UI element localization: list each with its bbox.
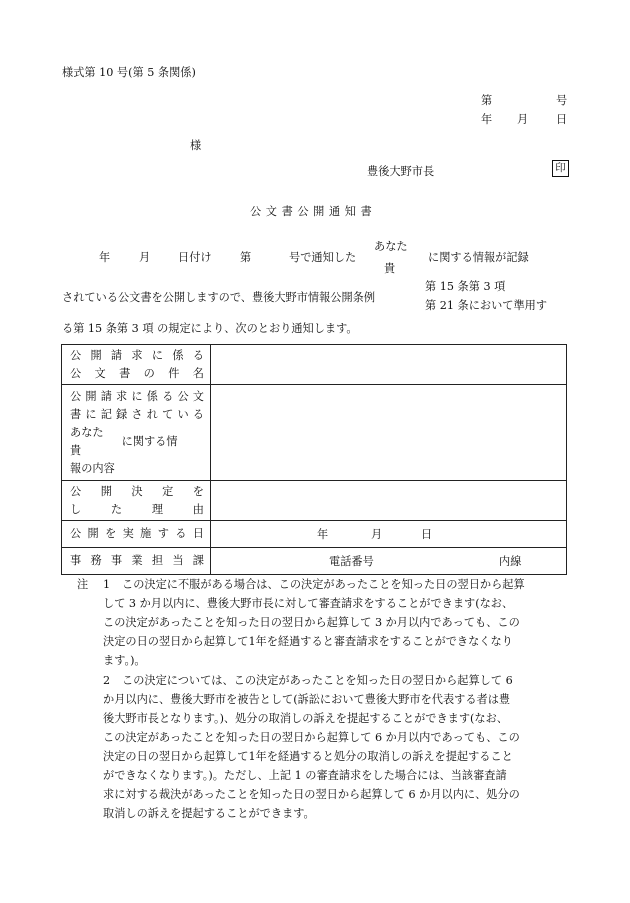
date-day-label: 日 (556, 113, 568, 126)
note-1-line: 決定の日の翌日から起算して1年を経過すると審査請求をすることができなくなり (103, 635, 513, 648)
body-number-prefix: 第 (240, 251, 252, 264)
document-title: 公文書公開通知書 (250, 205, 377, 218)
phone-number-label: 電話番号 (329, 555, 374, 568)
label-line: 公文書の件名 (70, 366, 204, 380)
body-notified-text: 号で通知した (289, 251, 357, 264)
body-line1-tail: に関する情報が記録 (428, 251, 529, 264)
note-1-line: して 3 か月以内に、豊後大野市長に対して審査請求をすることができます(なお、 (103, 597, 514, 610)
implementation-year-label: 年 (317, 528, 329, 541)
extension-label: 内線 (499, 555, 522, 568)
note-2-line: ができなくなります。)。ただし、上記 1 の審査請求をした場合には、当該審査請 (103, 769, 507, 782)
note-2-number: 2 (103, 674, 111, 687)
label-line: 書に記録されている (70, 407, 204, 421)
document-number-suffix: 号 (556, 94, 568, 107)
date-year-label: 年 (481, 113, 493, 126)
table-row (62, 481, 567, 521)
document-subject-value[interactable] (211, 345, 567, 385)
note-2-line: か月以内に、豊後大野市を被告として(訴訟において豊後大野市を代表する者は豊 (103, 693, 511, 706)
table-row (62, 548, 567, 575)
note-2-line: 取消しの訴えを提起することができます。 (103, 807, 315, 820)
department-value[interactable] (211, 548, 567, 575)
note-1-line: この決定に不服がある場合は、この決定があったことを知った日の翌日から起算 (122, 578, 525, 591)
issuer-name: 豊後大野市長 (367, 165, 435, 178)
label-line: した理由 (70, 502, 204, 516)
label-line: 公開決定を (70, 484, 204, 498)
table-row (62, 521, 567, 548)
note-1-number: 1 (103, 578, 111, 591)
implementation-date-label (62, 521, 211, 548)
date-month-label: 月 (517, 113, 529, 126)
body-year-label: 年 (99, 251, 111, 264)
label-line: 事務事業担当課 (70, 554, 204, 567)
label-line: 公開請求に係る公文 (70, 389, 204, 403)
note-2-line: この決定については、この決定があったことを知った日の翌日から起算して 6 (122, 674, 513, 687)
decision-reason-label (62, 481, 211, 521)
option-ki: 貴 (70, 443, 82, 457)
implementation-day-label: 日 (421, 528, 433, 541)
department-label (62, 548, 211, 575)
label-line: 公開を実施する日 (70, 527, 204, 540)
note-2-line: 求に対する裁決があったことを知った日の翌日から起算して 6 か月以内に、処分の (103, 788, 520, 801)
body-line3-text: る第 15 条第 3 項 の規定により、次のとおり通知します。 (62, 322, 358, 335)
label-line: 報の内容 (70, 461, 115, 475)
document-subject-label (62, 345, 211, 385)
notes-label: 注 (77, 578, 89, 591)
body-month-label: 月 (139, 251, 151, 264)
label-line (70, 424, 204, 460)
disclosure-details-table (61, 344, 567, 575)
table-row (62, 345, 567, 385)
note-1-line: この決定があったことを知った日の翌日から起算して 3 か月以内であっても、この (103, 616, 520, 629)
implementation-month-label: 月 (371, 528, 383, 541)
body-line2-text: されている公文書を公開しますので、豊後大野市情報公開条例 (62, 291, 376, 304)
note-2-line: 後大野市長となります。)、処分の取消しの訴えを提起することができます(なお、 (103, 712, 508, 725)
addressee-suffix: 様 (190, 139, 202, 152)
form-number: 様式第 10 号(第 5 条関係) (62, 66, 196, 79)
label-line-rest: に関する情 (121, 434, 178, 448)
table-row (62, 385, 567, 481)
implementation-date-value[interactable] (211, 521, 567, 548)
recorded-information-label (62, 385, 211, 481)
option-anata: あなた (70, 425, 104, 439)
body-article-option-a: 第 15 条第 3 項 (425, 280, 506, 293)
note-1-line: ます。)。 (103, 654, 146, 667)
body-article-option-b: 第 21 条において準用す (425, 299, 548, 312)
note-2-line: この決定があったことを知った日の翌日から起算して 6 か月以内であっても、この (103, 731, 520, 744)
seal-mark: 印 (552, 160, 569, 177)
decision-reason-value[interactable] (211, 481, 567, 521)
label-line: 公開請求に係る (70, 348, 204, 362)
body-option-anata: あなた (374, 240, 408, 253)
document-number-label: 第 (481, 94, 493, 107)
note-2-line: 決定の日の翌日から起算して1年を経過すると処分の取消しの訴えを提起すること (103, 750, 513, 763)
body-dated-label: 日付け (178, 251, 212, 264)
body-option-ki: 貴 (384, 262, 396, 275)
recorded-information-value[interactable] (211, 385, 567, 481)
